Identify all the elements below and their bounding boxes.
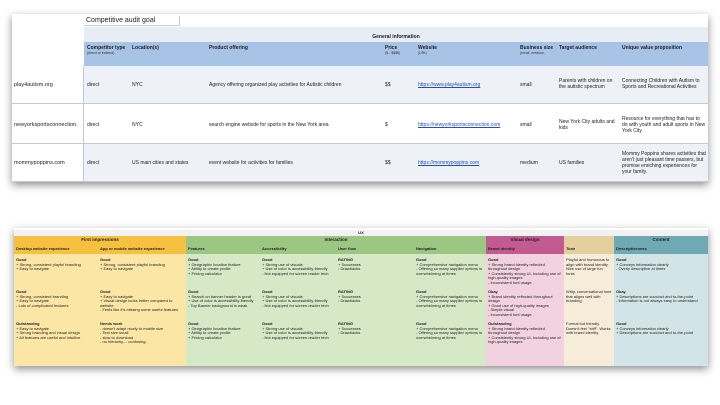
price: $: [385, 122, 388, 128]
col-competitor-type-label: Competitor type: [87, 45, 126, 51]
price: $$: [385, 160, 391, 166]
business-size: small: [520, 122, 532, 128]
table-row[interactable]: [12, 144, 708, 182]
ux-note: - Information is not always easy to understand: [616, 298, 698, 304]
ux-rating: Good: [16, 289, 27, 294]
col-product-offering[interactable]: Product offering: [209, 45, 248, 51]
ux-cell-tone[interactable]: [566, 322, 612, 336]
ux-cell-desktop[interactable]: [16, 258, 96, 272]
ux-note: + Ability to create profile: [188, 266, 231, 272]
col-price-sub: ($ - $$$$): [385, 51, 401, 55]
ux-cell-user-flow[interactable]: [338, 322, 412, 336]
competitor-name-cell[interactable]: [12, 144, 84, 181]
user-flow-header[interactable]: User flow: [338, 246, 357, 251]
competitor-name: play4autism.org: [14, 82, 53, 88]
ux-cell-accessibility[interactable]: [262, 322, 334, 340]
table-row[interactable]: [12, 66, 708, 104]
ux-note: + Visual design looks better compared to website: [100, 298, 173, 308]
ux-note: + Consistently strong UI, including use of high-quality images: [488, 334, 561, 345]
competitor-type: direct: [87, 160, 100, 166]
ux-cell-navigation[interactable]: [416, 258, 484, 276]
product-offering: search engine website for sports in the New York area: [209, 122, 329, 128]
ux-note: - Drawbacks: [338, 266, 361, 272]
ux-rating: Good: [416, 257, 427, 262]
ux-rating: RATING: [338, 321, 354, 326]
product-offering: event website for activities for families: [209, 160, 293, 166]
ux-note: + Strong brand identity reflected throughout design: [488, 261, 545, 272]
interaction-header: Interaction: [186, 236, 486, 244]
ux-note: + Easy to navigate: [100, 266, 134, 272]
ux-note: + Pricing calculator: [188, 334, 222, 340]
business-size: medium: [520, 160, 538, 166]
price: $$: [385, 82, 391, 88]
ux-note: - Inconsistent font usage: [488, 311, 532, 317]
ux-rating: Good: [100, 289, 111, 294]
ux-note: + Geographic location feature: [188, 261, 241, 267]
ux-note: - slow to download: [100, 334, 134, 340]
col-website-sub: (URL): [418, 51, 428, 55]
first-impressions-header: First impressions: [14, 236, 186, 244]
tone-header[interactable]: Tone: [564, 244, 614, 254]
ux-note: + Easy to navigate: [16, 298, 50, 304]
table-row[interactable]: [12, 104, 708, 144]
ux-note: + Strong, consistent playful branding: [16, 261, 81, 267]
ux-note: - Not equipped for screen-reader tech: [262, 334, 329, 340]
target-audience: Parents with children on the autistic spectrum: [559, 78, 613, 90]
ux-rating: Good: [416, 289, 427, 294]
ux-rating: Outstanding: [488, 321, 512, 326]
ux-rating: Okay: [616, 289, 626, 294]
ux-note: + Successes: [338, 325, 361, 331]
ux-note: + Easy to navigate: [16, 325, 50, 331]
ux-note: + All features are useful and intuitive: [16, 334, 81, 340]
col-business-size-sub: (small, medium,: [520, 51, 545, 55]
ux-note: - Not equipped for screen reader tech: [262, 270, 329, 276]
ux-rating: Good: [416, 321, 427, 326]
unique-value-proposition: Mommy Poppins shares activities that aren't just pleasant time passers, but promise enriching experiences for your family.: [622, 151, 706, 175]
ux-note: - Offering so many supplier options is overwhelming at times: [416, 298, 482, 308]
ux-note: + Use of color is accessibility-friendly: [188, 298, 254, 304]
ux-cell-descriptiveness[interactable]: [616, 322, 706, 336]
ux-cell-brand[interactable]: [488, 290, 562, 318]
competitive-audit-sheet: [12, 14, 708, 182]
location: NYC: [132, 122, 143, 128]
ux-note: + Strong branding and visual design: [16, 330, 80, 336]
ux-note: + Strong use of visuals: [262, 293, 303, 299]
ux-note: - doesn't adapt nicely to mobile size: [100, 325, 164, 331]
ux-cell-descriptiveness[interactable]: [616, 290, 706, 304]
visual-design-header: Visual design: [486, 236, 564, 244]
content-band: [564, 236, 708, 254]
ux-rating: Witty, conversational tone that aligns well with branding.: [566, 289, 612, 304]
ux-note: + Descriptions are succinct and to-the-point: [616, 330, 694, 336]
column-header-row: [84, 42, 708, 66]
target-audience: New York City adults and kids: [559, 119, 615, 131]
ux-cell-features[interactable]: [188, 290, 258, 308]
ux-note: - Drawbacks: [338, 330, 361, 336]
ux-note: + Comprehensive navigation menu: [416, 293, 478, 299]
ux-note: - Overly descriptive at times: [616, 266, 666, 272]
ux-note: + Comprehensive navigation menu: [416, 261, 478, 267]
ux-note: + Easy to navigate: [16, 266, 50, 272]
competitor-type: direct: [87, 122, 100, 128]
col-target-audience[interactable]: Target audience: [559, 45, 597, 51]
ux-rating: Outstanding: [16, 321, 40, 326]
mobile-experience-header[interactable]: App or mobile website experience: [100, 246, 165, 251]
ux-rating: Good: [188, 321, 199, 326]
competitor-name-cell[interactable]: [12, 104, 84, 143]
ux-cell-mobile[interactable]: [100, 322, 184, 345]
ux-cell-mobile[interactable]: [100, 290, 184, 313]
tone-group-spacer: [564, 236, 614, 244]
ux-cell-tone[interactable]: [566, 258, 612, 276]
competitor-name: mommypoppins.com: [14, 160, 65, 166]
ux-header: UX: [14, 230, 708, 236]
ux-cell-desktop[interactable]: [16, 322, 96, 340]
ux-note: + Successes: [338, 293, 361, 299]
ux-rating: RATING: [338, 289, 354, 294]
competitor-name-cell[interactable]: [12, 66, 84, 103]
accessibility-header[interactable]: Accessibility: [262, 246, 287, 251]
ux-rating: Good: [616, 257, 627, 262]
ux-cell-brand[interactable]: [488, 322, 562, 345]
ux-rating: Good: [100, 257, 111, 262]
ux-note: + Search on banner header is great: [188, 293, 252, 299]
ux-note: - Offering so many supplier options is overwhelming at times: [416, 266, 482, 276]
ux-rating: Okay: [488, 289, 498, 294]
ux-cell-user-flow[interactable]: [338, 290, 412, 304]
location: NYC: [132, 82, 143, 88]
col-website[interactable]: [418, 45, 437, 55]
ux-cell-features[interactable]: [188, 322, 258, 340]
website-link[interactable]: https://newyorksportsconnection.com: [418, 122, 501, 128]
location: US main cities and states: [132, 160, 189, 166]
ux-note: + Use of color is accessibility-friendly: [262, 298, 328, 304]
ux-note: + Strong, consistent playful branding: [100, 261, 165, 267]
navigation-header[interactable]: Navigation: [416, 246, 437, 251]
col-locations[interactable]: Location(s): [132, 45, 159, 51]
ux-note: + Consistently strong UI, including use of high-quality images: [488, 270, 561, 281]
ux-note: + Strong, consistent branding: [16, 293, 69, 299]
ux-note: - Top Banner background is weak: [188, 302, 248, 308]
ux-cell-features[interactable]: [188, 258, 258, 276]
col-website-label: Website: [418, 45, 438, 51]
ux-note: - Simple visual: [488, 307, 515, 313]
ux-rating: Good: [262, 289, 273, 294]
ux-note: + Brand identity reflected throughout design: [488, 293, 553, 304]
col-price[interactable]: [385, 45, 400, 55]
ux-cell-navigation[interactable]: [416, 290, 484, 308]
ux-note: - Feels like it's missing some useful features: [100, 307, 179, 313]
target-audience: US families: [559, 160, 585, 166]
product-offering: Agency offering organized play activities for Autistic children: [209, 82, 342, 88]
ux-note: + Comprehensive navigation menu: [416, 325, 478, 331]
ux-note: + Ability to create profile: [188, 330, 231, 336]
ux-note: - Offering so many supplier options is overwhelming at times: [416, 330, 482, 340]
ux-rating: Good: [262, 257, 273, 262]
ux-rating: Good: [16, 257, 27, 262]
ux-note: - no hierachy.... confusing.: [100, 339, 147, 345]
ux-rating: Good: [262, 321, 273, 326]
ux-note: + Pricing calculator: [188, 270, 222, 276]
ux-cell-tone[interactable]: [566, 290, 612, 304]
website-link[interactable]: https://www.play4autism.org: [418, 82, 481, 88]
interaction-band: [186, 236, 486, 254]
ux-audit-sheet: [14, 228, 708, 366]
ux-note: - Lots of complicated features: [16, 302, 69, 308]
ux-note: + Conveys information clearly: [616, 261, 669, 267]
ux-cell-mobile[interactable]: [100, 258, 184, 272]
ux-rating: Good: [188, 289, 199, 294]
ux-cell-navigation[interactable]: [416, 322, 484, 340]
ux-note: + Successes: [338, 261, 361, 267]
ux-note: + Easy to navigate: [100, 293, 134, 299]
ux-note: + Conveys information clearly: [616, 325, 669, 331]
desktop-experience-header[interactable]: Desktop website experience: [16, 246, 70, 251]
ux-cell-brand[interactable]: [488, 258, 562, 286]
audit-goal-title[interactable]: Competitive audit goal: [84, 16, 180, 26]
col-business-size[interactable]: [520, 45, 554, 55]
ux-note: + Strong use of visuals: [262, 325, 303, 331]
col-business-size-label: Business size: [520, 45, 554, 51]
ux-note: + Strong brand identity reflected throughout design: [488, 325, 545, 336]
general-information-header: General information: [84, 27, 708, 55]
ux-cell-desktop[interactable]: [16, 290, 96, 308]
ux-note: + Geographic location feature: [188, 325, 241, 331]
unique-value-proposition: Connecting Children with Autism to Sports and Recreational Activities: [622, 78, 700, 90]
ux-cell-accessibility[interactable]: [262, 258, 334, 276]
ux-note: - Text size small: [100, 330, 129, 336]
ux-rating: Good: [488, 257, 499, 262]
content-header: Content: [614, 236, 708, 244]
competitor-type: direct: [87, 82, 100, 88]
ux-rating: Playful and humorous to align with brand identity. Nice use of large fun fonts: [566, 257, 610, 276]
features-header[interactable]: Features: [188, 246, 205, 251]
descriptiveness-header[interactable]: Descriptiveness: [614, 244, 708, 254]
first-impressions-band: [14, 236, 186, 254]
ux-rating: Needs work: [100, 321, 123, 326]
ux-cell-descriptiveness[interactable]: [616, 258, 706, 272]
col-competitor-type[interactable]: [87, 45, 129, 55]
ux-note: + Use of color is accessibility-friendly: [262, 330, 328, 336]
ux-note: - Inconsistent font usage: [488, 279, 532, 285]
unique-value-proposition: Resource for everything that has to do with youth and adult sports in New York City: [622, 116, 706, 134]
ux-note: + Descriptions are succinct and to-the-point: [616, 293, 694, 299]
ux-note: + Use of color is accessibility-friendly: [262, 266, 328, 272]
ux-cell-user-flow[interactable]: [338, 258, 412, 272]
ux-rating: RATING: [338, 257, 354, 262]
ux-rating: Formal but friendly. Doesn't feel "stiff". Works with brand identity.: [566, 321, 611, 336]
ux-rating: Good: [616, 321, 627, 326]
ux-cell-accessibility[interactable]: [262, 290, 334, 308]
ux-note: + Good use of high-quality images: [488, 302, 549, 308]
business-size: small: [520, 82, 532, 88]
ux-rating: Good: [188, 257, 199, 262]
visual-design-band: [486, 236, 564, 254]
ux-note: + Strong use of visuals: [262, 261, 303, 267]
ux-note: - Drawbacks: [338, 298, 361, 304]
col-unique-value[interactable]: Unique value proposition: [622, 45, 683, 51]
col-price-label: Price: [385, 45, 398, 51]
website-link[interactable]: https://mommypoppins.com: [418, 160, 480, 166]
col-competitor-type-sub: (direct or indirect): [87, 51, 115, 55]
competitor-name: newyorksportsconnection.: [14, 122, 78, 128]
brand-identity-header[interactable]: Brand identity: [486, 244, 564, 254]
ux-note: - Not equipped for screen-reader tech: [262, 302, 329, 308]
